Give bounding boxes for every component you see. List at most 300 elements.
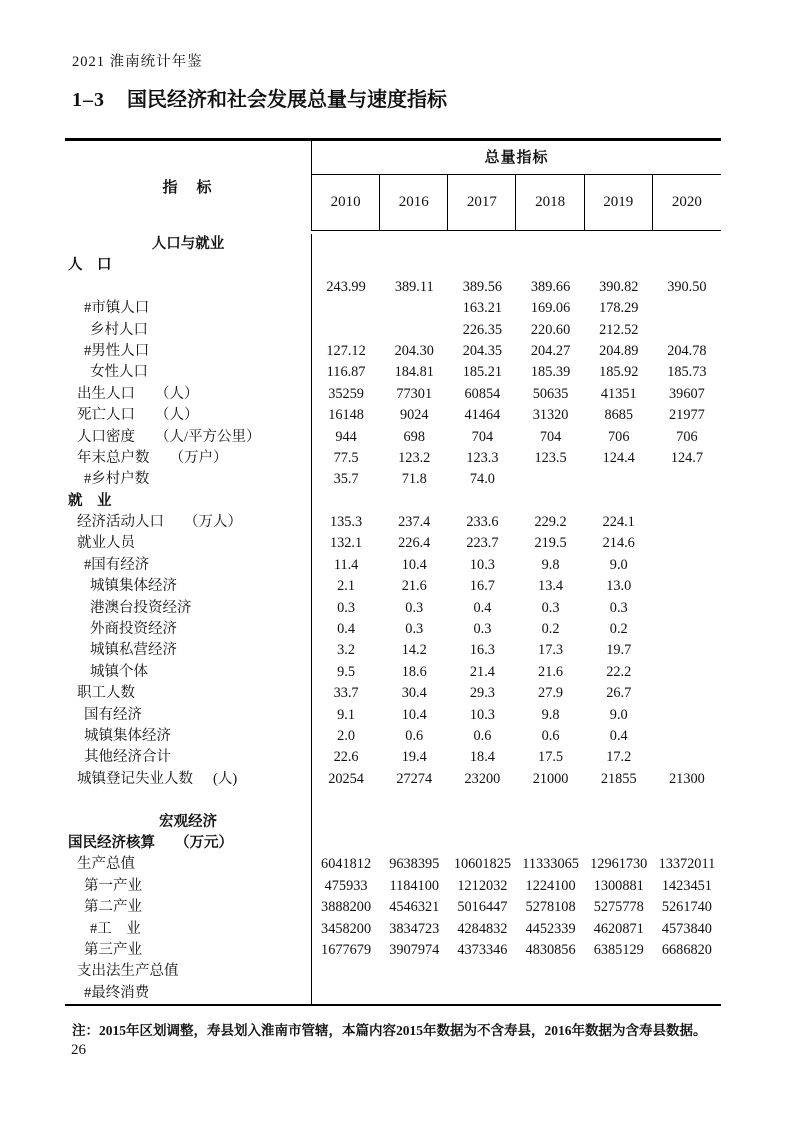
row-label-cell [65,362,312,383]
value-cell [516,491,584,512]
value-cell [585,812,653,833]
year-header: 2018 [516,175,584,230]
table-row [65,320,721,341]
row-label: 外商投资经济 [90,621,177,638]
value-cell: 229.2 [534,514,567,531]
value-cell: 50635 [532,385,569,402]
value-cell: 0.6 [405,727,424,744]
table-row [65,940,721,961]
value-cell: 2.1 [337,578,356,595]
value-cell [312,491,380,512]
table-header [65,141,721,231]
table-row [65,961,721,982]
value-cell: 0.2 [541,621,560,638]
value-cell [653,790,721,811]
value-cell: 127.12 [326,342,366,359]
table-row [65,427,721,448]
value-cell: 116.87 [326,364,366,381]
page-number: 26 [71,1042,86,1058]
value-cell: 185.73 [667,364,707,381]
value-cell [448,234,516,255]
value-cell [516,234,584,255]
value-cell: 123.2 [398,449,431,466]
value-cell: 0.3 [609,599,628,616]
stat-table [65,138,721,1006]
value-cell [653,833,721,854]
row-label-cell [65,384,312,405]
value-cell: 10.3 [469,556,495,573]
row-label: 港澳台投资经济 [90,599,192,616]
table-row [65,555,721,576]
value-cell: 19.7 [606,642,632,659]
row-label: 人口密度 [77,428,135,445]
value-cell: 1224100 [525,877,576,894]
value-cell: 224.1 [602,514,635,531]
value-cell: 35259 [328,385,364,402]
value-cell: 204.89 [599,342,639,359]
value-cell: 0.3 [405,599,424,616]
value-cell: 704 [539,428,562,445]
value-cell [312,983,380,1004]
value-cell: 6686820 [661,941,712,958]
row-label-cell [65,277,312,298]
value-cell [380,320,448,341]
row-label-cell [65,833,312,854]
table-row [65,769,721,790]
row-label-cell [65,747,312,768]
value-cell: 226.35 [462,321,503,338]
value-cell: 77301 [396,385,433,402]
value-cell: 21.6 [538,663,564,680]
row-unit: （万人） [184,514,242,531]
table-row [65,683,721,704]
value-cell [448,790,516,811]
value-cell [653,491,721,512]
value-cell: 0.4 [609,727,628,744]
value-cell: 169.06 [530,300,571,317]
value-cell: 14.2 [401,642,427,659]
row-label-cell [65,854,312,875]
value-cell: 17.2 [606,749,632,766]
value-cell: 9.0 [609,556,628,573]
value-cell [653,255,721,276]
value-cell: 0.6 [473,727,492,744]
year-header: 2016 [380,175,448,230]
table-row [65,405,721,426]
table-row [65,512,721,533]
row-label: 第二产业 [84,899,142,916]
value-cell: 706 [676,428,698,445]
row-label-cell [65,790,312,811]
row-label: 城镇私营经济 [90,642,177,659]
value-cell: 124.7 [670,449,703,466]
row-label-cell [65,619,312,640]
value-cell: 10.4 [401,706,427,723]
row-label: 职工人数 [77,685,135,702]
row-label: 经济活动人口 [77,514,164,531]
value-cell: 226.4 [398,535,431,552]
value-cell [585,790,653,811]
table-body [65,231,721,1006]
table-row [65,255,721,276]
value-cell: 35.7 [333,471,359,488]
table-row [65,747,721,768]
row-label: 城镇集体经济 [84,727,171,744]
value-cell: 3834723 [389,920,440,937]
value-cell [585,983,653,1004]
row-label-cell [65,726,312,747]
value-cell [312,320,380,341]
value-cell: 41464 [464,407,501,424]
value-cell [653,747,721,768]
row-label: #市镇人口 [84,300,150,317]
row-label-cell [65,983,312,1004]
table-row [65,619,721,640]
value-cell [448,812,516,833]
value-cell: 214.6 [602,535,635,552]
table-row [65,983,721,1004]
row-label-cell [65,598,312,619]
value-cell: 6385129 [593,941,644,958]
value-cell: 163.21 [462,300,503,317]
table-row [65,726,721,747]
value-cell: 185.39 [530,364,571,381]
book-title: 2021 淮南统计年鉴 [72,54,203,70]
row-label: #国有经济 [84,556,150,573]
value-cell: 135.3 [329,514,363,531]
value-cell [380,491,448,512]
value-cell: 21977 [669,407,705,424]
value-cell: 1184100 [389,877,439,894]
value-cell: 21.4 [469,663,495,680]
value-cell: 204.27 [530,342,571,359]
row-label-cell [65,897,312,918]
table-row [65,576,721,597]
value-cell [585,255,653,276]
table-row [65,491,721,512]
value-cell [653,961,721,982]
value-cell: 13.0 [606,578,632,595]
row-label-cell [65,961,312,982]
value-cell: 4830856 [525,941,576,958]
value-cell: 1300881 [593,877,644,894]
value-cell [448,833,516,854]
value-cell: 20254 [328,770,364,787]
value-cell: 475933 [324,877,368,894]
row-label-cell [65,640,312,661]
value-cell: 31320 [532,407,569,424]
value-cell [516,255,584,276]
value-cell: 17.3 [538,642,564,659]
value-cell: 13.4 [538,578,564,595]
value-cell: 18.4 [469,749,495,766]
value-cell: 9.8 [541,556,560,573]
row-label-cell [65,320,312,341]
value-cell [653,662,721,683]
value-cell: 178.29 [599,300,639,317]
value-cell: 21300 [669,770,705,787]
value-cell: 389.66 [530,278,571,295]
value-cell: 3.2 [337,642,356,659]
table-row [65,533,721,554]
table-row [65,640,721,661]
row-label: #乡村户数 [84,471,150,488]
value-cell [380,234,448,255]
value-cell [653,234,721,255]
value-cell [312,833,380,854]
value-cell: 132.1 [329,535,363,552]
row-label: 国民经济核算 [68,834,155,851]
value-cell: 22.2 [606,663,632,680]
value-cell: 0.3 [541,599,560,616]
value-cell: 12961730 [590,856,648,873]
value-cell: 10601825 [453,856,511,873]
value-cell: 219.5 [534,535,567,552]
year-header-row [312,175,721,231]
value-cell: 3458200 [321,920,372,937]
value-cell: 10.3 [469,706,495,723]
value-cell [585,961,653,982]
row-label: 城镇登记失业人数 [77,770,193,787]
value-cell: 13372011 [658,856,716,873]
value-cell: 0.3 [337,599,356,616]
row-label: 女性人口 [90,364,148,381]
value-cell [653,983,721,1004]
table-row [65,790,721,811]
table-row [65,812,721,833]
table-row [65,662,721,683]
value-cell: 123.3 [466,449,499,466]
value-cell: 9.5 [337,663,356,680]
value-cell: 5278108 [525,899,576,916]
value-cell: 8685 [604,407,634,424]
value-cell: 33.7 [333,685,359,702]
value-cell: 0.3 [473,621,492,638]
row-label: 国有经济 [84,706,142,723]
value-cell: 22.6 [333,749,359,766]
row-label: 第一产业 [84,877,142,894]
row-label: 第三产业 [84,941,142,958]
value-cell [312,255,380,276]
table-row [65,598,721,619]
value-cell: 77.5 [333,449,359,466]
page-title [72,83,447,112]
value-cell: 11.4 [333,556,359,573]
row-label: 死亡人口 [77,407,135,424]
value-cell: 9.0 [609,706,628,723]
value-cell: 0.6 [541,727,560,744]
indicator-header: 指 标 [65,141,312,231]
row-label: 年末总户数 [77,449,150,466]
row-label: 城镇个体 [90,663,148,680]
value-cell: 389.56 [462,278,503,295]
value-cell [380,255,448,276]
value-cell [516,983,584,1004]
value-cell [516,812,584,833]
value-cell [448,491,516,512]
row-label-cell [65,919,312,940]
value-cell: 23200 [464,770,501,787]
row-label-cell [65,448,312,469]
row-label: 其他经济合计 [84,749,171,766]
row-label-cell [65,234,312,255]
value-cell [312,234,380,255]
value-cell: 16.3 [469,642,495,659]
value-cell: 2.0 [337,727,356,744]
row-label: 城镇集体经济 [90,578,177,595]
row-label-cell [65,533,312,554]
value-cell: 944 [335,428,357,445]
value-cell: 220.60 [530,321,571,338]
table-number: 1–3 [72,89,105,111]
value-cell [380,833,448,854]
value-cell: 74.0 [469,471,495,488]
value-cell: 184.81 [394,364,434,381]
value-cell [312,298,380,319]
value-cell: 1212032 [457,877,508,894]
row-label: #最终消费 [84,984,150,1001]
value-cell: 185.92 [599,364,639,381]
row-unit: （万元） [175,834,233,851]
value-cell [653,726,721,747]
value-cell [653,640,721,661]
table-row [65,854,721,875]
table-row [65,384,721,405]
value-cell [516,961,584,982]
table-row [65,362,721,383]
value-cell: 1423451 [661,877,712,894]
value-cell: 9024 [399,407,429,424]
value-cell: 233.6 [466,514,499,531]
year-header: 2017 [448,175,516,230]
row-label-cell [65,512,312,533]
value-cell [516,469,584,490]
row-label-cell [65,812,312,833]
value-cell: 21.6 [401,578,427,595]
value-cell [653,576,721,597]
row-label-cell [65,705,312,726]
value-cell: 26.7 [606,685,632,702]
table-note: 注：2015年区划调整，寿县划入淮南市管辖，本篇内容2015年数据为不含寿县，2016年数据为含寿县数据。 [72,1023,707,1038]
row-label-cell [65,491,312,512]
value-cell [585,491,653,512]
table-row [65,469,721,490]
value-cell: 21855 [600,770,637,787]
year-header: 2020 [671,194,702,210]
value-cell: 704 [471,428,494,445]
value-cell: 39607 [669,385,705,402]
table-row [65,705,721,726]
value-cell: 0.2 [609,621,628,638]
value-cell: 16148 [328,407,364,424]
value-cell: 223.7 [466,535,499,552]
value-cell [653,320,721,341]
row-unit: （人） [155,385,199,402]
value-cell [380,961,448,982]
value-cell [653,469,721,490]
value-cell: 3907974 [389,941,440,958]
value-cell [380,790,448,811]
row-unit: （人/平方公里） [155,428,261,445]
table-row [65,298,721,319]
value-cell: 237.4 [398,514,431,531]
value-cell [653,683,721,704]
row-label-cell [65,940,312,961]
value-cell: 204.78 [667,342,707,359]
value-cell: 4546321 [389,899,440,916]
row-label: 就业人员 [77,535,135,552]
table-row [65,448,721,469]
row-label-cell [65,876,312,897]
value-cell [312,961,380,982]
value-cell: 124.4 [602,449,635,466]
row-label-cell [65,662,312,683]
value-cell: 4620871 [593,920,644,937]
row-label: 人 口 [68,257,112,274]
value-cell: 27274 [396,770,433,787]
row-label-cell [65,427,312,448]
value-cell: 389.11 [394,278,434,295]
value-cell: 390.50 [667,278,707,295]
value-cell: 4452339 [525,920,576,937]
value-cell: 185.21 [462,364,503,381]
value-cell [653,555,721,576]
value-cell: 5016447 [457,899,508,916]
year-header: 2019 [585,175,653,230]
value-cell: 5275778 [593,899,644,916]
table-row [65,876,721,897]
value-cell: 390.82 [599,278,639,295]
table-row [65,833,721,854]
table-row [65,897,721,918]
value-cell: 27.9 [538,685,564,702]
value-cell: 19.4 [401,749,427,766]
value-cell [653,533,721,554]
value-cell [380,812,448,833]
value-cell [516,833,584,854]
value-cell: 0.4 [337,621,356,638]
value-cell: 0.3 [405,621,424,638]
value-cell: 9638395 [389,856,440,873]
row-label-cell [65,576,312,597]
row-label-cell [65,469,312,490]
row-label: 支出法生产总值 [77,963,179,980]
value-cell: 6041812 [321,856,372,873]
table-row [65,919,721,940]
value-cell: 4573840 [661,920,712,937]
value-cell: 123.5 [534,449,567,466]
value-cell [312,790,380,811]
row-unit: (人) [213,770,238,787]
value-cell: 16.7 [469,578,495,595]
value-cell: 204.30 [394,342,434,359]
value-cell: 29.3 [469,685,495,702]
value-cell: 41351 [600,385,637,402]
value-cell: 17.5 [538,749,564,766]
value-cell: 1677679 [321,941,372,958]
row-label-cell [65,405,312,426]
value-cell: 11333065 [522,856,579,873]
value-cell: 18.6 [401,663,427,680]
value-cell [312,812,380,833]
table-row [65,277,721,298]
value-cell: 212.52 [599,321,639,338]
value-cell: 9.1 [337,706,356,723]
table-row [65,234,721,255]
value-cell [448,255,516,276]
value-cell [448,983,516,1004]
value-cell: 10.4 [401,556,427,573]
